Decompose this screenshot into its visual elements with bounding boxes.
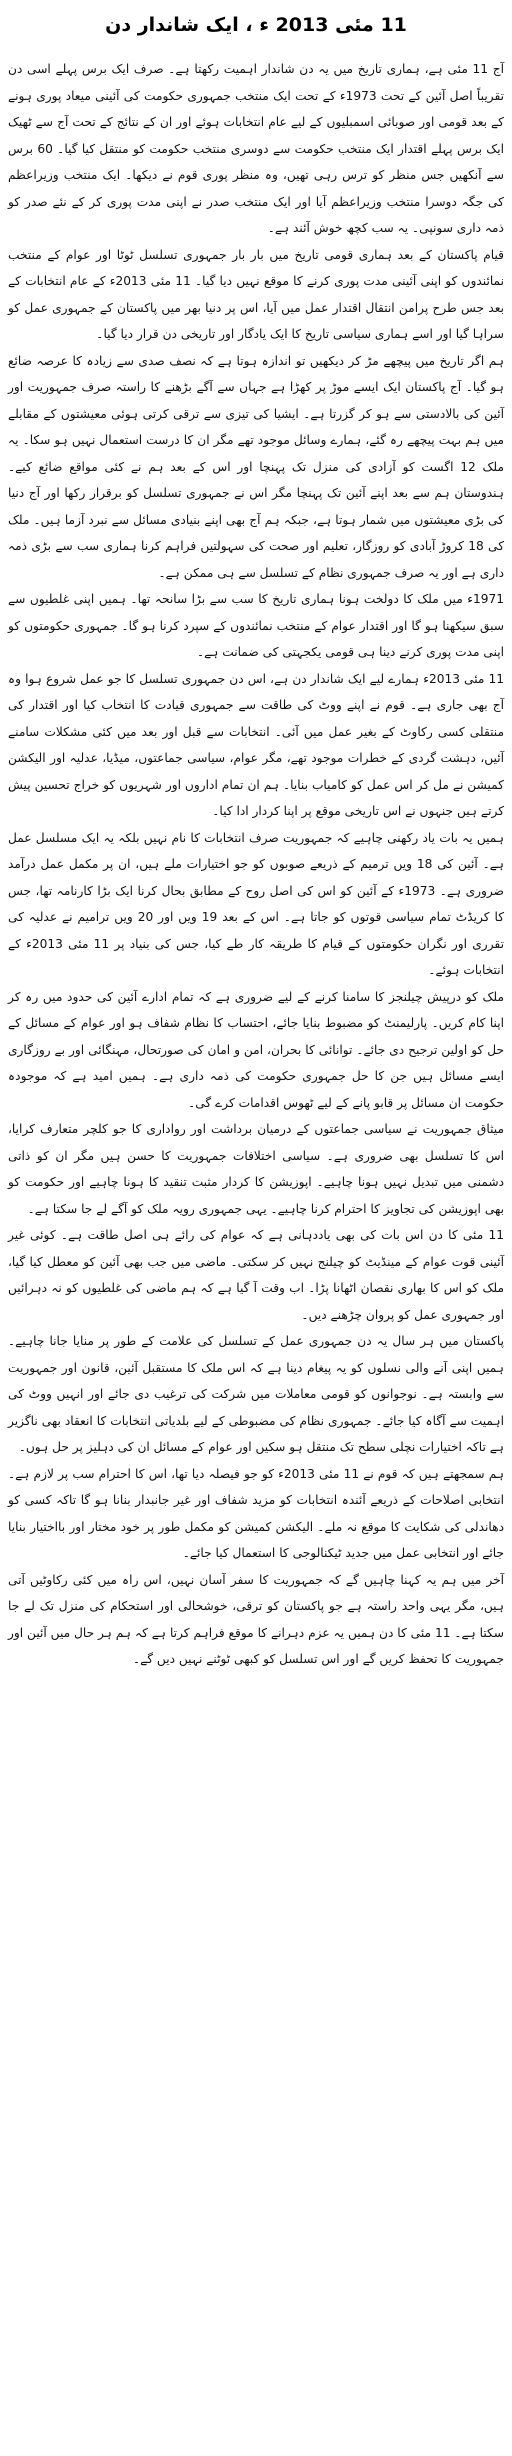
article-body: [8, 56, 504, 1673]
article-paragraph-3: ہم اگر تاریخ میں پیچھے مڑ کر دیکھیں تو اندازہ ہوتا ہے کہ نصف صدی سے زیادہ کا عرصہ ضائع ہو گیا۔ آج پاکستان ایک ایسے موڑ پر کھڑا ہے جہاں سے آگے بڑھنے کا راستہ صرف جمہوریت اور آئین کی بالادستی سے ہو کر گزرتا ہے۔ ایشیا کی تیزی سے ترقی کرتی ہوئی معیشتوں کے مقابلے میں ہم بہت پیچھے رہ گئے، ہمارے وسائل موجود تھے مگر ان کا درست استعمال نہیں ہو سکا۔ یہ ملک 12 اگست کو آزادی کی منزل تک پہنچا اور اس کے بعد ہم نے کئی مواقع ضائع کیے۔ ہندوستان ہم سے بعد اپنے آئین تک پہنچا مگر اس نے جمہوری تسلسل کو برقرار رکھا اور آج دنیا کی بڑی معیشتوں میں شمار ہوتا ہے، جبکہ ہم آج بھی اپنے بنیادی مسائل سے نبرد آزما ہیں۔ ملک کی 18 کروڑ آبادی کو روزگار، تعلیم اور صحت کی سہولتیں فراہم کرنا ہماری سب سے بڑی ذمہ داری ہے اور یہ صرف جمہوری نظام کے تسلسل سے ہی ممکن ہے۔: [8, 353, 504, 580]
article-paragraph-8: میثاق جمہوریت نے سیاسی جماعتوں کے درمیان برداشت اور رواداری کا جو کلچر متعارف کرایا، اس کا تسلسل بھی ضروری ہے۔ سیاسی اختلافات جمہوریت کا حسن ہیں مگر ان کو ذاتی دشمنی میں تبدیل نہیں ہونا چاہیے۔ اپوزیشن کا کردار مثبت تنقید کا ہونا چاہیے اور حکومت کو بھی اپوزیشن کی تجاویز کا احترام کرنا چاہیے۔ یہی جمہوری رویہ ملک کو آگے لے جا سکتا ہے۔: [8, 1122, 504, 1216]
article-headline: 11 مئی 2013 ء ، ایک شاندار دن: [105, 14, 407, 36]
article-paragraph-10: پاکستان میں ہر سال یہ دن جمہوری عمل کے تسلسل کی علامت کے طور پر منایا جانا چاہیے۔ ہمیں اپنی آنے والی نسلوں کو یہ پیغام دینا ہے کہ اس ملک کا مستقبل آئین، قانون اور جمہوریت سے وابستہ ہے۔ نوجوانوں کو قومی معاملات میں شرکت کی ترغیب دی جائے اور انہیں ووٹ کی اہمیت سے آگاہ کیا جائے۔ جمہوری نظام کی مضبوطی کے لیے بلدیاتی انتخابات کا انعقاد بھی ناگزیر ہے تاکہ اختیارات نچلی سطح تک منتقل ہو سکیں اور عوام کے مسائل ان کی دہلیز پر حل ہوں۔: [8, 1334, 504, 1454]
article-paragraph-7: ملک کو درپیش چیلنجز کا سامنا کرنے کے لیے ضروری ہے کہ تمام ادارے آئین کی حدود میں رہ کر اپنا کام کریں۔ پارلیمنٹ کو مضبوط بنایا جائے، احتساب کا نظام شفاف ہو اور عوام کے مسائل کے حل کو اولین ترجیح دی جائے۔ توانائی کا بحران، امن و امان کی صورتحال، مہنگائی اور بے روزگاری ایسے مسائل ہیں جن کا حل جمہوری حکومت کی ذمہ داری ہے۔ ہمیں امید ہے کہ موجودہ حکومت ان مسائل پر قابو پانے کے لیے ٹھوس اقدامات کرے گی۔: [8, 989, 504, 1110]
article-paragraph-2: قیام پاکستان کے بعد ہماری قومی تاریخ میں بار بار جمہوری تسلسل ٹوٹا اور عوام کے منتخب نمائندوں کو اپنی آئینی مدت پوری کرنے کا موقع نہیں دیا گیا۔ 11 مئی 2013ء کے عام انتخابات کے بعد جس طرح پرامن انتقال اقتدار عمل میں آیا، اس پر دنیا بھر میں پاکستان کے جمہوری عمل کو سراہا گیا اور اسے ہماری سیاسی تاریخ کا ایک یادگار اور تاریخی دن قرار دیا گیا۔: [8, 247, 504, 341]
article-paragraph-4: 1971ء میں ملک کا دولخت ہونا ہماری تاریخ کا سب سے بڑا سانحہ تھا۔ ہمیں اپنی غلطیوں سے سبق سیکھنا ہو گا اور اقتدار عوام کے منتخب نمائندوں کے سپرد کرنا ہو گا۔ جمہوری حکومتوں کو اپنی مدت پوری کرنے دینا ہی قومی یکجہتی کی ضمانت ہے۔: [8, 592, 504, 659]
article-paragraph-6: ہمیں یہ بات یاد رکھنی چاہیے کہ جمہوریت صرف انتخابات کا نام نہیں بلکہ یہ ایک مسلسل عمل ہے۔ آئین کی 18 ویں ترمیم کے ذریعے صوبوں کو جو اختیارات ملے ہیں، ان پر مکمل عمل درآمد ضروری ہے۔ 1973ء کے آئین کو اس کی اصل روح کے مطابق بحال کرنا ایک بڑا کارنامہ تھا، جس کا کریڈٹ تمام سیاسی قوتوں کو جاتا ہے۔ اس کے بعد 19 ویں اور 20 ویں ترامیم نے عدلیہ کی تقرری اور نگران حکومتوں کے قیام کا طریقہ کار طے کیا، جس کی بنیاد پر 11 مئی 2013ء کے انتخابات ہوئے۔: [8, 830, 505, 977]
article-paragraph-12: آخر میں ہم یہ کہنا چاہیں گے کہ جمہوریت کا سفر آسان نہیں، اس راہ میں کئی رکاوٹیں آتی ہیں، مگر یہی واحد راستہ ہے جو پاکستان کو ترقی، خوشحالی اور استحکام کی منزل تک لے جا سکتا ہے۔ 11 مئی کا دن ہمیں یہ عزم دہرانے کا موقع فراہم کرتا ہے کہ ہم ہر حال میں آئین اور جمہوریت کا تحفظ کریں گے اور اس تسلسل کو کبھی ٹوٹنے نہیں دیں گے۔: [8, 1572, 504, 1666]
article-paragraph-11: ہم سمجھتے ہیں کہ قوم نے 11 مئی 2013ء کو جو فیصلہ دیا تھا، اس کا احترام سب پر لازم ہے۔ انتخابی اصلاحات کے ذریعے آئندہ انتخابات کو مزید شفاف اور غیر جانبدار بنانا ہو گا تاکہ کسی کو دھاندلی کی شکایت کا موقع نہ ملے۔ الیکشن کمیشن کو مکمل طور پر خود مختار اور بااختیار بنایا جائے اور انتخابی عمل میں جدید ٹیکنالوجی کا استعمال کیا جائے۔: [8, 1466, 504, 1560]
article-paragraph-1: آج 11 مئی ہے، ہماری تاریخ میں یہ دن شاندار اہمیت رکھتا ہے۔ صرف ایک برس پہلے اسی دن تقریباً اصل آئین کے تحت 1973ء کے تحت ایک منتخب جمہوری حکومت کی آئینی میعاد پوری ہونے کے بعد قومی اور صوبائی اسمبلیوں کے لیے عام انتخابات ہوئے اور ان کے نتائج کے تحت آج سے ٹھیک ایک برس پہلے اقتدار ایک منتخب حکومت سے دوسری منتخب حکومت کو منتقل کیا گیا۔ 60 برس سے آنکھیں جس منظر کو ترس رہی تھیں، وہ منظر پوری قوم نے دیکھا۔ ایک منتخب وزیراعظم کی جگہ دوسرا منتخب وزیراعظم آیا اور ایک منتخب صدر نے اپنی مدت پوری کر کے نئے صدر کو ذمہ داری سونپی۔ یہ سب کچھ خوش آئند ہے۔: [8, 62, 504, 235]
article-paragraph-9: 11 مئی کا دن اس بات کی بھی یاددہانی ہے کہ عوام کی رائے ہی اصل طاقت ہے۔ کوئی غیر آئینی قوت عوام کے مینڈیٹ کو چیلنج نہیں کر سکتی۔ ماضی میں جب بھی آئین کو معطل کیا گیا، ملک کو اس کا بھاری نقصان اٹھانا پڑا۔ اب وقت آ گیا ہے کہ ہم ماضی کی غلطیوں کو نہ دہرائیں اور جمہوری عمل کو پروان چڑھنے دیں۔: [8, 1228, 504, 1322]
article-paragraph-5: 11 مئی 2013ء ہمارے لیے ایک شاندار دن ہے، اس دن جمہوری تسلسل کا جو عمل شروع ہوا وہ آج بھی جاری ہے۔ قوم نے اپنے ووٹ کی طاقت سے جمہوری قیادت کا انتخاب کیا اور اقتدار کی منتقلی کسی رکاوٹ کے بغیر عمل میں آئی۔ انتخابات سے قبل اور بعد میں کئی مشکلات سامنے آئیں، دہشت گردی کے خطرات موجود تھے، مگر عوام، سیاسی جماعتوں، میڈیا، عدلیہ اور الیکشن کمیشن نے مل کر اس عمل کو کامیاب بنایا۔ ہم ان تمام اداروں اور شہریوں کو خراج تحسین پیش کرتے ہیں جنہوں نے اس تاریخی موقع پر اپنا کردار ادا کیا۔: [8, 671, 504, 818]
